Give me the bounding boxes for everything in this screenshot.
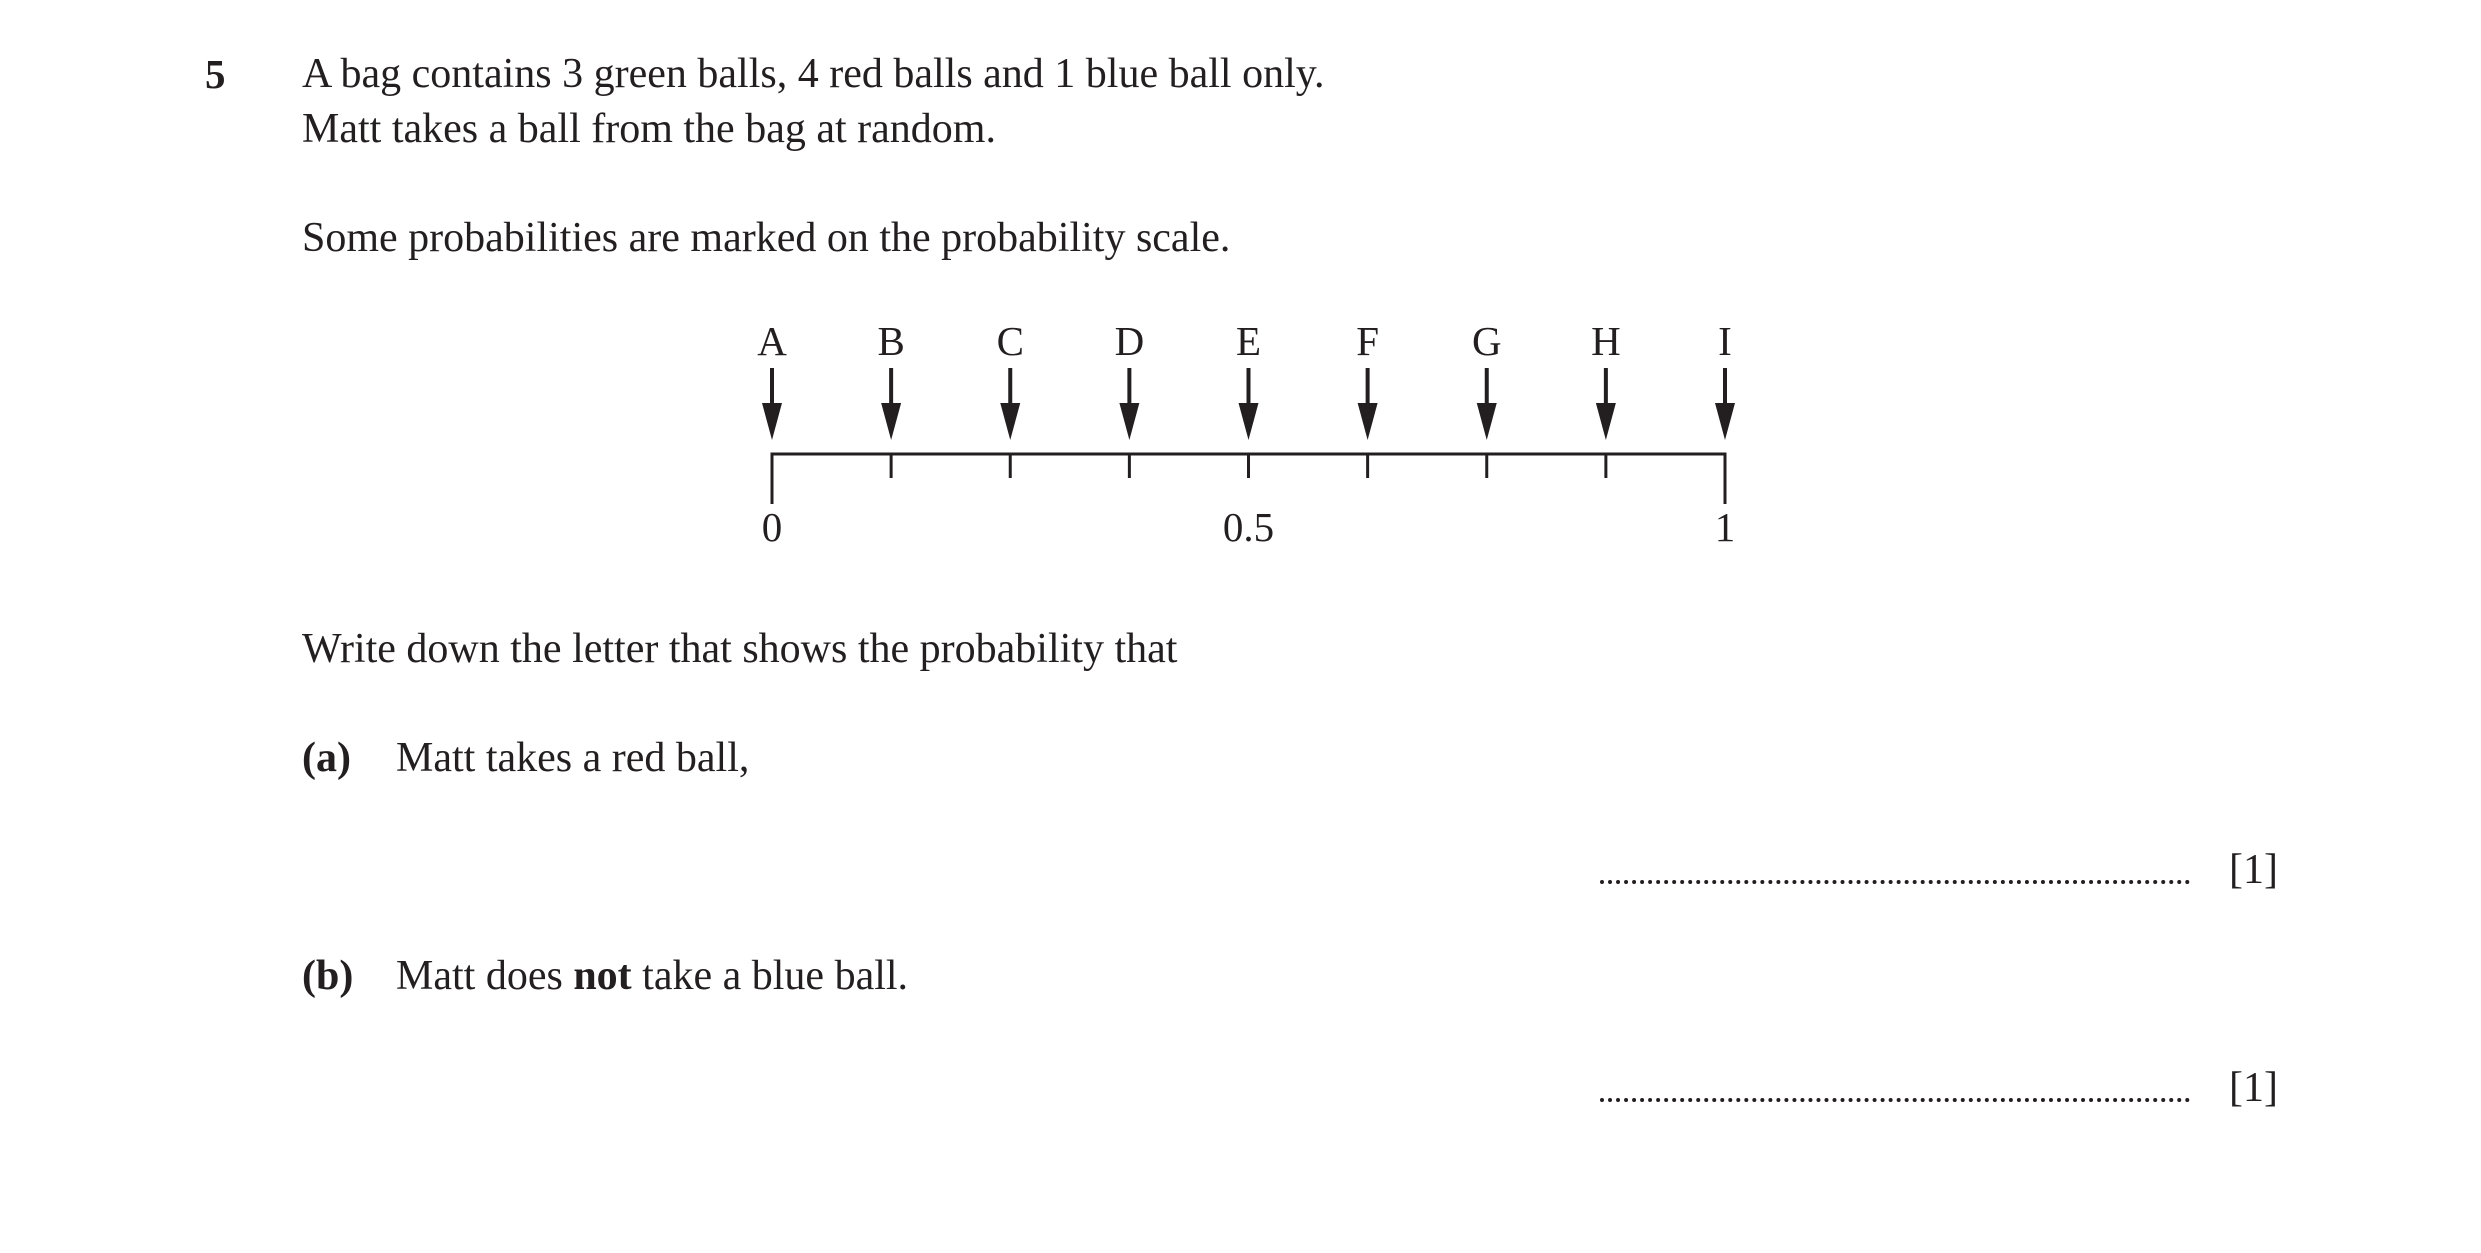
part-b-marks: [1] [2229, 1065, 2278, 1111]
part-a-text [396, 730, 749, 786]
part-a-answer-row [1600, 842, 2280, 898]
part-a-text-before: Matt takes a red ball, [396, 735, 750, 781]
part-a-marks: [1] [2229, 847, 2278, 893]
marker-arrow-head-i [1715, 403, 1735, 440]
marker-letter-i: I [1718, 318, 1732, 364]
part-a-answer-field[interactable] [1600, 880, 2190, 884]
part-b-text-bold: not [573, 953, 632, 999]
instruction-text: Write down the letter that shows the probability that [302, 626, 1178, 672]
marker-arrow-head-e [1239, 403, 1259, 440]
part-b-answer-row [1600, 1060, 2280, 1116]
question-number: 5 [205, 51, 226, 97]
scale-axis [772, 453, 1725, 505]
scale-tick-labels [762, 504, 1736, 550]
marker-letter-e: E [1235, 318, 1262, 364]
marker-letter-c: C [996, 318, 1024, 364]
marker-letter-a: A [757, 318, 787, 364]
part-b-label: (b) [302, 953, 354, 999]
marker-arrow-head-f [1358, 403, 1378, 440]
part-b-answer-field[interactable] [1600, 1098, 2190, 1102]
scale-tick-label-2: 1 [1714, 504, 1736, 550]
marker-letter-g: G [1471, 318, 1502, 364]
part-b-text [396, 948, 908, 1004]
part-b-text-before: Matt does [396, 953, 574, 999]
marker-arrow-head-g [1477, 403, 1497, 440]
marker-letter-b: B [877, 318, 905, 364]
marker-letter-d: D [1114, 318, 1145, 364]
marker-arrow-head-c [1000, 403, 1020, 440]
scale-tick-label-1: 0.5 [1222, 504, 1275, 550]
marker-arrow-head-h [1596, 403, 1616, 440]
probability-scale [0, 0, 2481, 600]
scale-markers [757, 318, 1735, 440]
marker-arrow-head-a [762, 403, 782, 440]
marker-arrow-head-d [1119, 403, 1139, 440]
scale-intro-text: Some probabilities are marked on the probability scale. [302, 215, 1231, 261]
marker-letter-h: H [1591, 318, 1621, 364]
part-a-label: (a) [302, 735, 351, 781]
question-intro-line-2: Matt takes a ball from the bag at random. [302, 106, 996, 152]
question-intro-line-1: A bag contains 3 green balls, 4 red balls and 1 blue ball only. [302, 51, 1325, 97]
marker-arrow-head-b [881, 403, 901, 440]
part-b-text-after: take a blue ball. [631, 953, 909, 999]
marker-letter-f: F [1356, 318, 1380, 364]
scale-tick-label-0: 0 [761, 504, 783, 550]
